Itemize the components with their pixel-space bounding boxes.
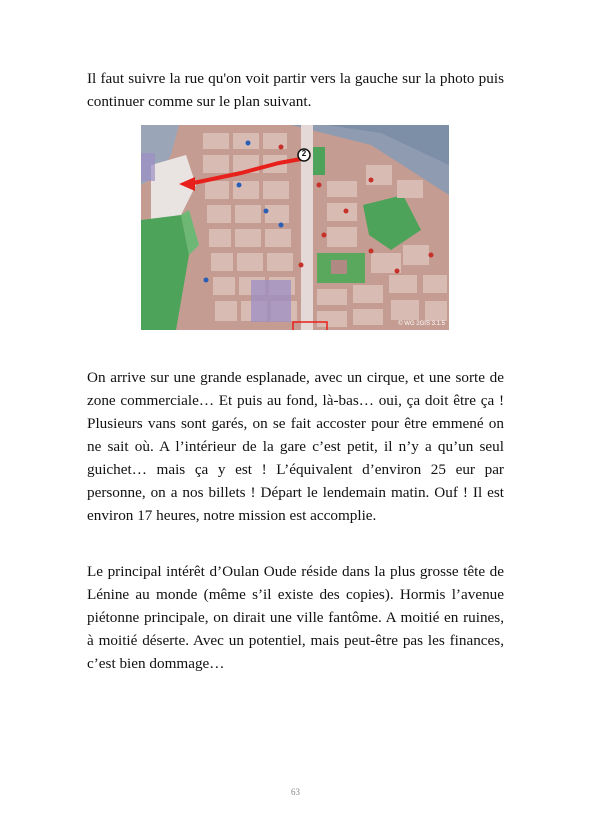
city-map-image xyxy=(141,125,449,330)
page-number: 63 xyxy=(291,787,300,797)
paragraph-intro: Il faut suivre la rue qu'on voit partir vers la gauche sur la photo puis continuer comme sur le plan suivant. xyxy=(87,70,504,110)
map-copyright: © WG 2GIS 3.1.5 xyxy=(398,321,445,327)
map-marker-label: 2 xyxy=(301,149,307,158)
paragraph-oulan-oude: Le principal intérêt d’Oulan Oude réside dans la plus grosse tête de Lénine au monde (même s’il existe des copies). Hormis l’avenue piétonne principale, on dirait une ville fantôme. A moitié en ruines, à moitié déserte. Avec un potentiel, mais peut-être pas les finances, c’est bien dommage… xyxy=(87,563,504,672)
paragraph-esplanade: On arrive sur une grande esplanade, avec un cirque, et une sorte de zone commerciale… Et puis au fond, là-bas… oui, ça doit être ça ! Plusieurs vans sont garés, on se fait accoster pour être emmené on ne sait où. A l’intérieur de la gare c’est petit, il n’y a qu’un seul guichet… mais ça y est ! L’équivalent d’environ 25 eur par personne, on a nos billets ! Départ le lendemain matin. Ouf ! Il est environ 17 heures, notre mission est accomplie. xyxy=(87,369,504,524)
